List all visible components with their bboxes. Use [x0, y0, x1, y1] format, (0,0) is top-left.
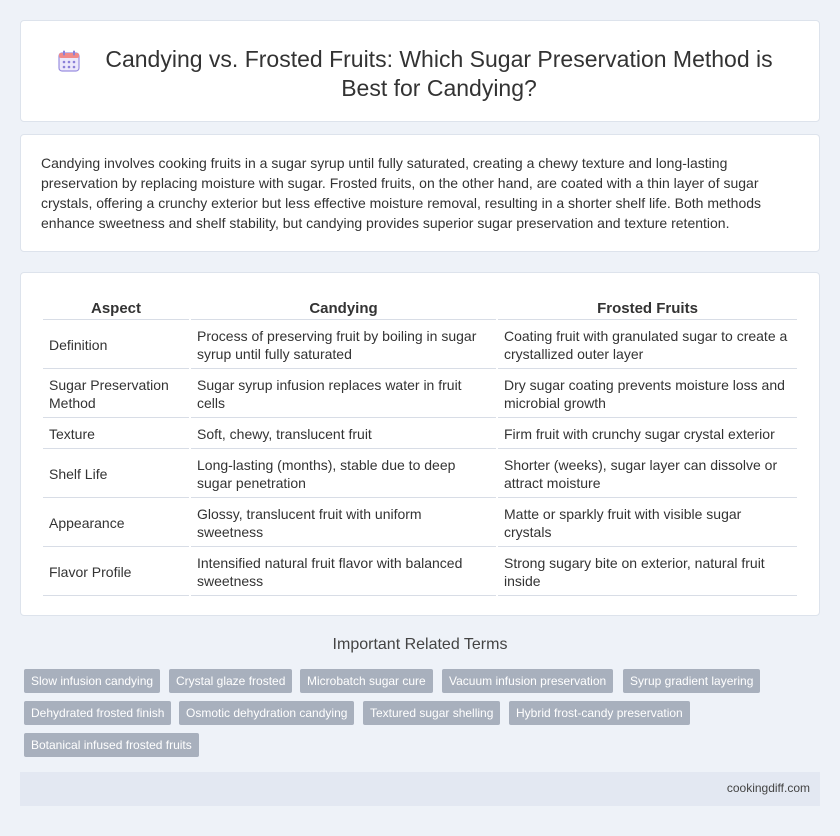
related-term-tag[interactable]: Osmotic dehydration candying — [179, 701, 354, 725]
table-cell: Definition — [43, 322, 189, 369]
related-term-tag[interactable]: Syrup gradient layering — [623, 669, 760, 693]
table-cell: Matte or sparkly fruit with visible sugar crystals — [498, 500, 797, 547]
table-cell: Soft, chewy, translucent fruit — [191, 420, 496, 449]
table-cell: Shelf Life — [43, 451, 189, 498]
table-cell: Strong sugary bite on exterior, natural fruit inside — [498, 549, 797, 596]
footer-site-link[interactable]: cookingdiff.com — [726, 781, 810, 795]
table-cell: Long-lasting (months), stable due to deep sugar penetration — [191, 451, 496, 498]
table-cell: Glossy, translucent fruit with uniform sweetness — [191, 500, 496, 547]
related-term-tag[interactable]: Dehydrated frosted finish — [24, 701, 171, 725]
table-cell: Process of preserving fruit by boiling in sugar syrup until fully saturated — [191, 322, 496, 369]
table-cell: Texture — [43, 420, 189, 449]
table-cell: Dry sugar coating prevents moisture loss and microbial growth — [498, 371, 797, 418]
table-cell: Intensified natural fruit flavor with balanced sweetness — [191, 549, 496, 596]
column-header-candying: Candying — [191, 297, 496, 320]
table-row — [43, 371, 797, 418]
title-card — [20, 20, 820, 122]
related-term-tag[interactable]: Botanical infused frosted fruits — [24, 733, 199, 757]
intro-paragraph: Candying involves cooking fruits in a sugar syrup until fully saturated, creating a chewy texture and long-lasting preservation by replacing moisture with sugar. Frosted fruits, on the other hand, are coated with a thin layer of sugar crystals, offering a crunchy exterior but less effective moisture removal, resulting in a shorter shelf life. Both methods enhance sweetness and shelf stability, but candying provides superior sugar preservation and texture retention. — [41, 155, 762, 231]
table-row — [43, 322, 797, 369]
related-term-tag[interactable]: Crystal glaze frosted — [169, 669, 292, 693]
page-title: Candying vs. Frosted Fruits: Which Sugar Preservation Method is Best for Candying? — [105, 46, 773, 101]
related-terms-heading: Important Related Terms — [332, 636, 508, 653]
comparison-table — [41, 295, 799, 598]
table-row — [43, 500, 797, 547]
column-header-frosted-fruits: Frosted Fruits — [498, 297, 797, 320]
table-cell: Sugar syrup infusion replaces water in fruit cells — [191, 371, 496, 418]
related-term-tag[interactable]: Hybrid frost-candy preservation — [509, 701, 690, 725]
related-term-tag[interactable]: Textured sugar shelling — [363, 701, 500, 725]
comparison-card — [20, 272, 820, 616]
related-term-tag[interactable]: Microbatch sugar cure — [300, 669, 433, 693]
table-header-row — [43, 297, 797, 320]
table-cell: Firm fruit with crunchy sugar crystal exterior — [498, 420, 797, 449]
intro-card — [20, 134, 820, 252]
table-cell: Shorter (weeks), sugar layer can dissolve or attract moisture — [498, 451, 797, 498]
table-row — [43, 420, 797, 449]
table-cell: Sugar Preservation Method — [43, 371, 189, 418]
footer — [20, 772, 820, 806]
table-cell: Flavor Profile — [43, 549, 189, 596]
related-term-tag[interactable]: Slow infusion candying — [24, 669, 160, 693]
table-cell: Appearance — [43, 500, 189, 547]
table-cell: Coating fruit with granulated sugar to create a crystallized outer layer — [498, 322, 797, 369]
related-term-tag[interactable]: Vacuum infusion preservation — [442, 669, 613, 693]
table-row — [43, 549, 797, 596]
table-row — [43, 451, 797, 498]
column-header-aspect: Aspect — [43, 297, 189, 320]
